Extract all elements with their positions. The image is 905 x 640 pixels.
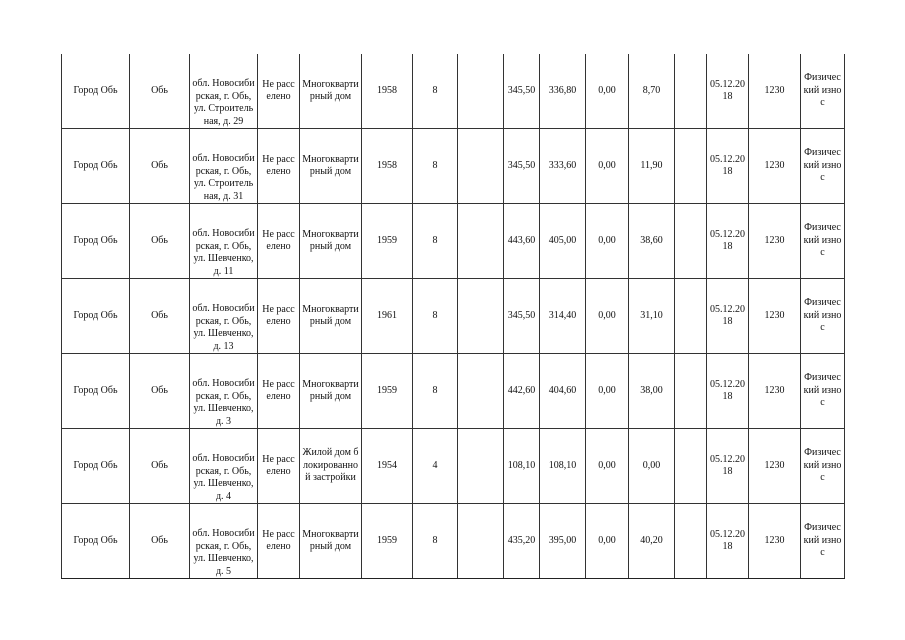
cell-area-total: 108,10	[504, 429, 540, 504]
cell-date: 05.12.2018	[707, 504, 749, 579]
cell-empty	[675, 429, 707, 504]
cell-empty	[675, 279, 707, 354]
cell-empty	[675, 129, 707, 204]
cell-empty	[458, 54, 504, 129]
cell-area-living: 405,00	[540, 204, 586, 279]
cell-empty	[458, 129, 504, 204]
cell-reason: Физический износ	[801, 204, 845, 279]
cell-locality: Обь	[130, 354, 190, 429]
cell-floors: 8	[413, 204, 458, 279]
cell-area-b: 11,90	[629, 129, 675, 204]
cell-address: обл. Новосибирская, г. Обь, ул. Строительная, д. 29	[190, 54, 258, 129]
cell-status: Не расселено	[258, 354, 300, 429]
cell-code: 1230	[749, 129, 801, 204]
cell-date: 05.12.2018	[707, 54, 749, 129]
cell-area-b: 8,70	[629, 54, 675, 129]
cell-address: обл. Новосибирская, г. Обь, ул. Строительная, д. 31	[190, 129, 258, 204]
cell-house-type: Многоквартирный дом	[300, 354, 362, 429]
cell-code: 1230	[749, 54, 801, 129]
cell-area-b: 0,00	[629, 429, 675, 504]
cell-locality: Обь	[130, 429, 190, 504]
cell-reason: Физический износ	[801, 504, 845, 579]
cell-empty	[675, 354, 707, 429]
cell-locality: Обь	[130, 129, 190, 204]
cell-area-a: 0,00	[586, 504, 629, 579]
housing-table	[61, 54, 845, 579]
table-row	[62, 129, 845, 204]
cell-municipality: Город Обь	[62, 504, 130, 579]
cell-area-a: 0,00	[586, 279, 629, 354]
cell-floors: 8	[413, 504, 458, 579]
cell-empty	[675, 204, 707, 279]
table-row	[62, 204, 845, 279]
cell-area-living: 336,80	[540, 54, 586, 129]
cell-area-total: 345,50	[504, 279, 540, 354]
cell-reason: Физический износ	[801, 354, 845, 429]
cell-date: 05.12.2018	[707, 279, 749, 354]
table-row	[62, 54, 845, 129]
cell-area-a: 0,00	[586, 129, 629, 204]
table-row	[62, 279, 845, 354]
cell-municipality: Город Обь	[62, 129, 130, 204]
cell-year: 1958	[362, 54, 413, 129]
cell-area-a: 0,00	[586, 204, 629, 279]
cell-empty	[675, 504, 707, 579]
cell-area-living: 333,60	[540, 129, 586, 204]
table-row	[62, 354, 845, 429]
cell-locality: Обь	[130, 504, 190, 579]
cell-house-type: Многоквартирный дом	[300, 54, 362, 129]
cell-address: обл. Новосибирская, г. Обь, ул. Шевченко, д. 5	[190, 504, 258, 579]
cell-date: 05.12.2018	[707, 354, 749, 429]
cell-house-type: Многоквартирный дом	[300, 504, 362, 579]
cell-status: Не расселено	[258, 504, 300, 579]
cell-status: Не расселено	[258, 54, 300, 129]
cell-area-b: 38,00	[629, 354, 675, 429]
cell-area-living: 314,40	[540, 279, 586, 354]
cell-area-a: 0,00	[586, 54, 629, 129]
cell-area-b: 40,20	[629, 504, 675, 579]
cell-municipality: Город Обь	[62, 429, 130, 504]
cell-area-b: 38,60	[629, 204, 675, 279]
cell-status: Не расселено	[258, 129, 300, 204]
cell-year: 1958	[362, 129, 413, 204]
cell-empty	[458, 504, 504, 579]
cell-reason: Физический износ	[801, 429, 845, 504]
cell-area-total: 345,50	[504, 129, 540, 204]
cell-municipality: Город Обь	[62, 354, 130, 429]
cell-house-type: Многоквартирный дом	[300, 129, 362, 204]
cell-year: 1961	[362, 279, 413, 354]
table-body	[62, 54, 845, 579]
cell-code: 1230	[749, 204, 801, 279]
cell-year: 1959	[362, 504, 413, 579]
cell-reason: Физический износ	[801, 279, 845, 354]
cell-area-a: 0,00	[586, 429, 629, 504]
cell-floors: 8	[413, 129, 458, 204]
cell-code: 1230	[749, 504, 801, 579]
cell-floors: 8	[413, 54, 458, 129]
cell-locality: Обь	[130, 204, 190, 279]
cell-locality: Обь	[130, 54, 190, 129]
cell-empty	[458, 204, 504, 279]
cell-area-total: 442,60	[504, 354, 540, 429]
cell-floors: 8	[413, 354, 458, 429]
cell-empty	[675, 54, 707, 129]
cell-area-living: 108,10	[540, 429, 586, 504]
cell-date: 05.12.2018	[707, 204, 749, 279]
cell-code: 1230	[749, 279, 801, 354]
cell-year: 1959	[362, 354, 413, 429]
cell-floors: 4	[413, 429, 458, 504]
cell-year: 1959	[362, 204, 413, 279]
cell-house-type: Многоквартирный дом	[300, 204, 362, 279]
cell-area-b: 31,10	[629, 279, 675, 354]
cell-empty	[458, 354, 504, 429]
cell-area-total: 345,50	[504, 54, 540, 129]
cell-status: Не расселено	[258, 279, 300, 354]
cell-area-living: 404,60	[540, 354, 586, 429]
cell-status: Не расселено	[258, 204, 300, 279]
cell-code: 1230	[749, 354, 801, 429]
cell-municipality: Город Обь	[62, 204, 130, 279]
cell-reason: Физический износ	[801, 54, 845, 129]
table-row	[62, 429, 845, 504]
cell-code: 1230	[749, 429, 801, 504]
cell-reason: Физический износ	[801, 129, 845, 204]
cell-address: обл. Новосибирская, г. Обь, ул. Шевченко, д. 11	[190, 204, 258, 279]
cell-municipality: Город Обь	[62, 279, 130, 354]
cell-locality: Обь	[130, 279, 190, 354]
cell-area-a: 0,00	[586, 354, 629, 429]
table-row	[62, 504, 845, 579]
cell-floors: 8	[413, 279, 458, 354]
cell-area-total: 435,20	[504, 504, 540, 579]
cell-house-type: Многоквартирный дом	[300, 279, 362, 354]
cell-address: обл. Новосибирская, г. Обь, ул. Шевченко, д. 3	[190, 354, 258, 429]
cell-year: 1954	[362, 429, 413, 504]
cell-date: 05.12.2018	[707, 129, 749, 204]
cell-area-total: 443,60	[504, 204, 540, 279]
cell-status: Не расселено	[258, 429, 300, 504]
cell-address: обл. Новосибирская, г. Обь, ул. Шевченко, д. 13	[190, 279, 258, 354]
cell-empty	[458, 429, 504, 504]
cell-house-type: Жилой дом блокированной застройки	[300, 429, 362, 504]
cell-empty	[458, 279, 504, 354]
cell-date: 05.12.2018	[707, 429, 749, 504]
cell-municipality: Город Обь	[62, 54, 130, 129]
cell-area-living: 395,00	[540, 504, 586, 579]
cell-address: обл. Новосибирская, г. Обь, ул. Шевченко, д. 4	[190, 429, 258, 504]
